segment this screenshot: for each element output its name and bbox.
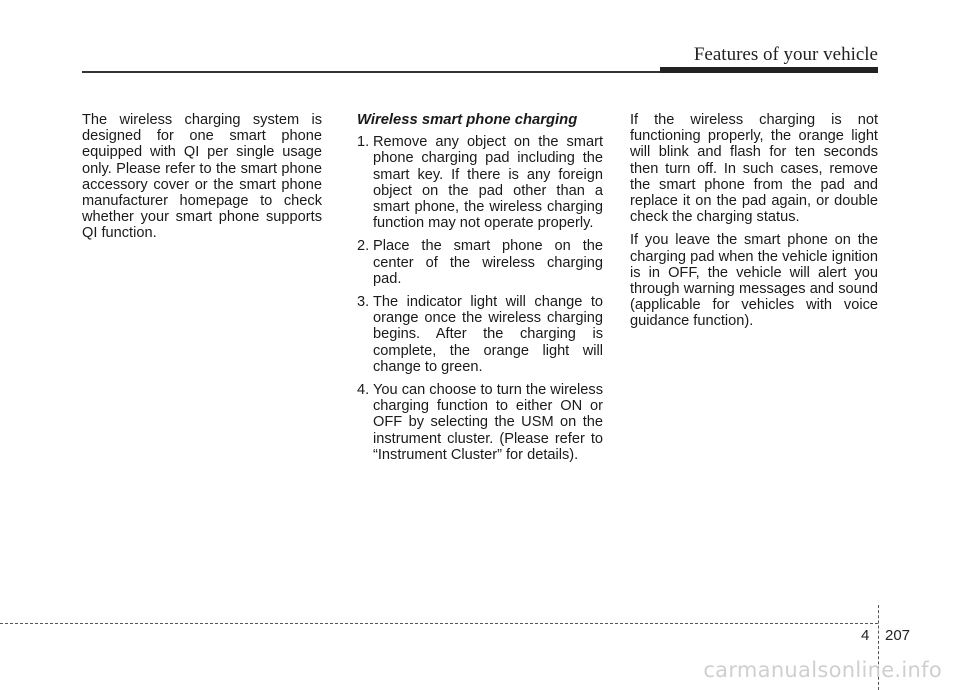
alert-paragraph: If you leave the smart phone on the charging pad when the vehicle ignition is in OFF, the vehicle will alert you through warning messages and sound (applicable for vehicles with voice guidance function). [630,232,878,330]
step-number: 1. [357,134,370,151]
step-text: Place the smart phone on the center of the wireless charging pad. [373,238,603,287]
charging-steps-list [357,134,603,463]
header-rule-thin [82,71,660,73]
step-number: 2. [357,238,370,255]
step-number: 4. [357,382,370,399]
step-item [357,238,603,287]
watermark: carmanualsonline.info [703,658,942,682]
section-number: 4 [861,627,870,644]
step-item [357,382,603,463]
step-item [357,134,603,231]
column-middle [357,112,603,470]
step-text: The indicator light will change to orange once the wireless charging begins. After the charging is complete, the orange light will change to green. [373,294,603,375]
step-text: Remove any object on the smart phone charging pad including the smart key. If there is any foreign object on the pad other than a smart phone, the wireless charging function may not operate properly. [373,134,603,232]
step-text: You can choose to turn the wireless charging function to either ON or OFF by selecting the USM on the instrument cluster. (Please refer to “Instrument Cluster” for details). [373,382,603,463]
intro-paragraph: The wireless charging system is designed for one smart phone equipped with QI per single usage only. Please refer to the smart phone accessory cover or the smart phone manufacturer homepage to check whether your smart phone supports QI function. [82,112,322,242]
column-left [82,112,322,249]
header-rule-thick [660,67,878,73]
column-right [630,112,878,337]
troubleshooting-paragraph: If the wireless charging is not functioning properly, the orange light will blink and flash for ten seconds then turn off. In such cases, remove the smart phone from the pad and replace it on the pad again, or double check the charging status. [630,112,878,226]
footer-dashed-rule [0,623,878,624]
step-item [357,294,603,375]
step-number: 3. [357,294,370,311]
section-subheading: Wireless smart phone charging [357,112,578,128]
header-title: Features of your vehicle [693,44,878,65]
page-number: 207 [885,627,911,644]
